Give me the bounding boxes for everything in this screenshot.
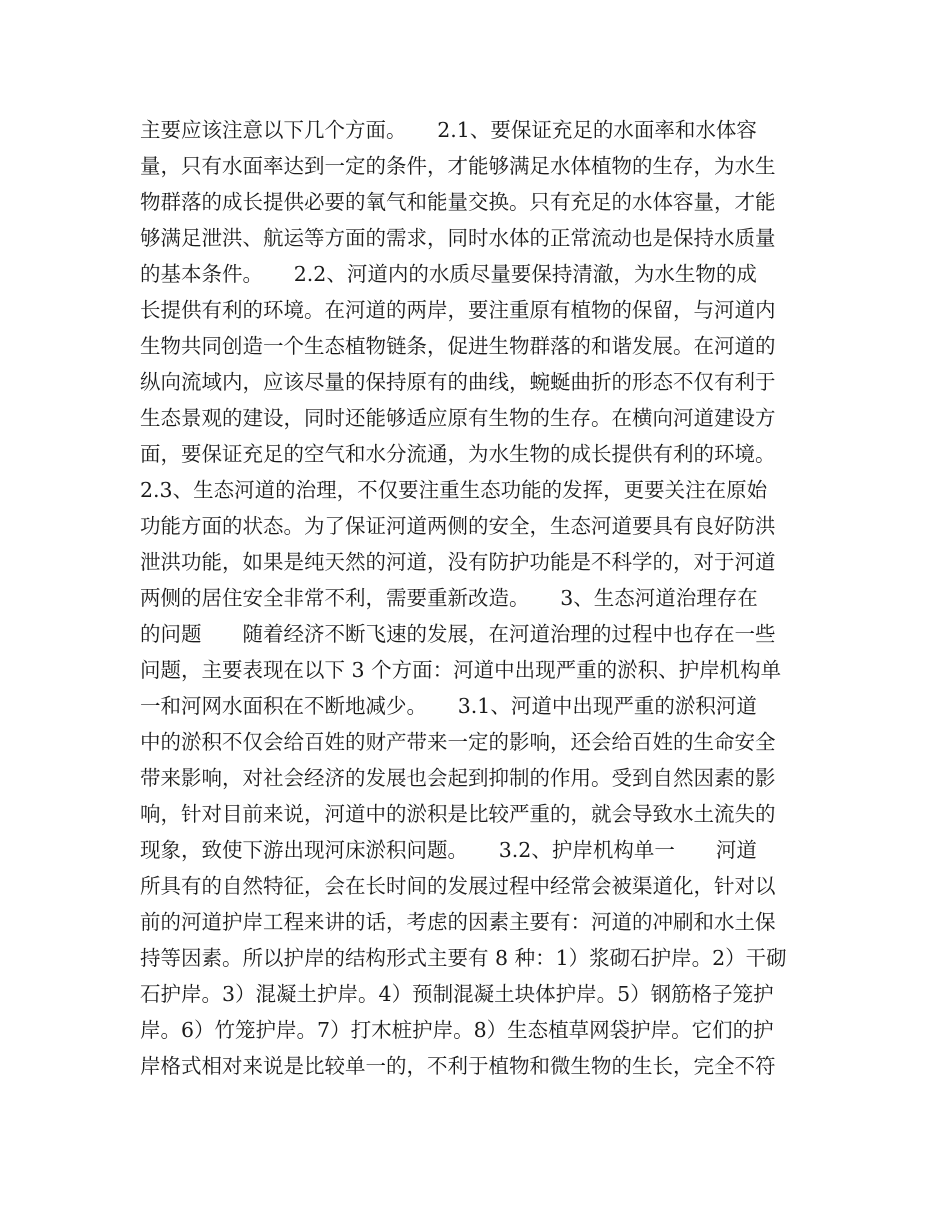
text-line: 前的河道护岸工程来讲的话，考虑的因素主要有：河道的冲刷和水土保 (140, 910, 776, 934)
text-line: 泄洪功能，如果是纯天然的河道，没有防护功能是不科学的，对于河道 (140, 550, 776, 574)
text-line: 2.3、生态河道的治理，不仅要注重生态功能的发挥，更要关注在原始 (140, 478, 768, 502)
text-line: 中的淤积不仅会给百姓的财产带来一定的影响，还会给百姓的生命安全 (140, 730, 776, 754)
text-line: 所具有的自然特征，会在长时间的发展过程中经常会被渠道化，针对以 (140, 874, 776, 898)
text-line: 的问题 随着经济不断飞速的发展，在河道治理的过程中也存在一些 (140, 622, 776, 646)
text-line: 功能方面的状态。为了保证河道两侧的安全，生态河道要具有良好防洪 (140, 514, 776, 538)
text-line: 现象，致使下游出现河床淤积问题。 3.2、护岸机构单一 河道 (140, 838, 757, 862)
text-line: 石护岸。3）混凝土护岸。4）预制混凝土块体护岸。5）钢筋格子笼护 (140, 982, 774, 1006)
text-line: 问题，主要表现在以下 3 个方面：河道中出现严重的淤积、护岸机构单 (140, 658, 782, 682)
text-line: 够满足泄洪、航运等方面的需求，同时水体的正常流动也是保持水质量 (140, 226, 776, 250)
text-line: 响，针对目前来说，河道中的淤积是比较严重的，就会导致水土流失的 (140, 802, 776, 826)
text-line: 纵向流域内，应该尽量的保持原有的曲线，蜿蜒曲折的形态不仅有利于 (140, 370, 776, 394)
text-line: 持等因素。所以护岸的结构形式主要有 8 种：1）浆砌石护岸。2）干砌 (140, 946, 787, 970)
text-line: 主要应该注意以下几个方面。 2.1、要保证充足的水面率和水体容 (140, 118, 757, 142)
text-line: 量，只有水面率达到一定的条件，才能够满足水体植物的生存，为水生 (140, 154, 776, 178)
text-line: 两侧的居住安全非常不利，需要重新改造。 3、生态河道治理存在 (140, 586, 758, 610)
text-line: 生物共同创造一个生态植物链条，促进生物群落的和谐发展。在河道的 (140, 334, 776, 358)
text-line: 的基本条件。 2.2、河道内的水质尽量要保持清澈，为水生物的成 (140, 262, 757, 286)
body-text (140, 112, 830, 1084)
text-line: 物群落的成长提供必要的氧气和能量交换。只有充足的水体容量，才能 (140, 190, 776, 214)
text-line: 面，要保证充足的空气和水分流通，为水生物的成长提供有利的环境。 (140, 442, 776, 466)
text-line: 一和河网水面积在不断地减少。 3.1、河道中出现严重的淤积河道 (140, 694, 757, 718)
text-line: 生态景观的建设，同时还能够适应原有生物的生存。在横向河道建设方 (140, 406, 776, 430)
text-line: 带来影响，对社会经济的发展也会起到抑制的作用。受到自然因素的影 (140, 766, 776, 790)
text-line: 长提供有利的环境。在河道的两岸，要注重原有植物的保留，与河道内 (140, 298, 776, 322)
text-line: 岸。6）竹笼护岸。7）打木桩护岸。8）生态植草网袋护岸。它们的护 (140, 1018, 774, 1042)
text-line: 岸格式相对来说是比较单一的，不利于植物和微生物的生长，完全不符 (140, 1054, 776, 1078)
